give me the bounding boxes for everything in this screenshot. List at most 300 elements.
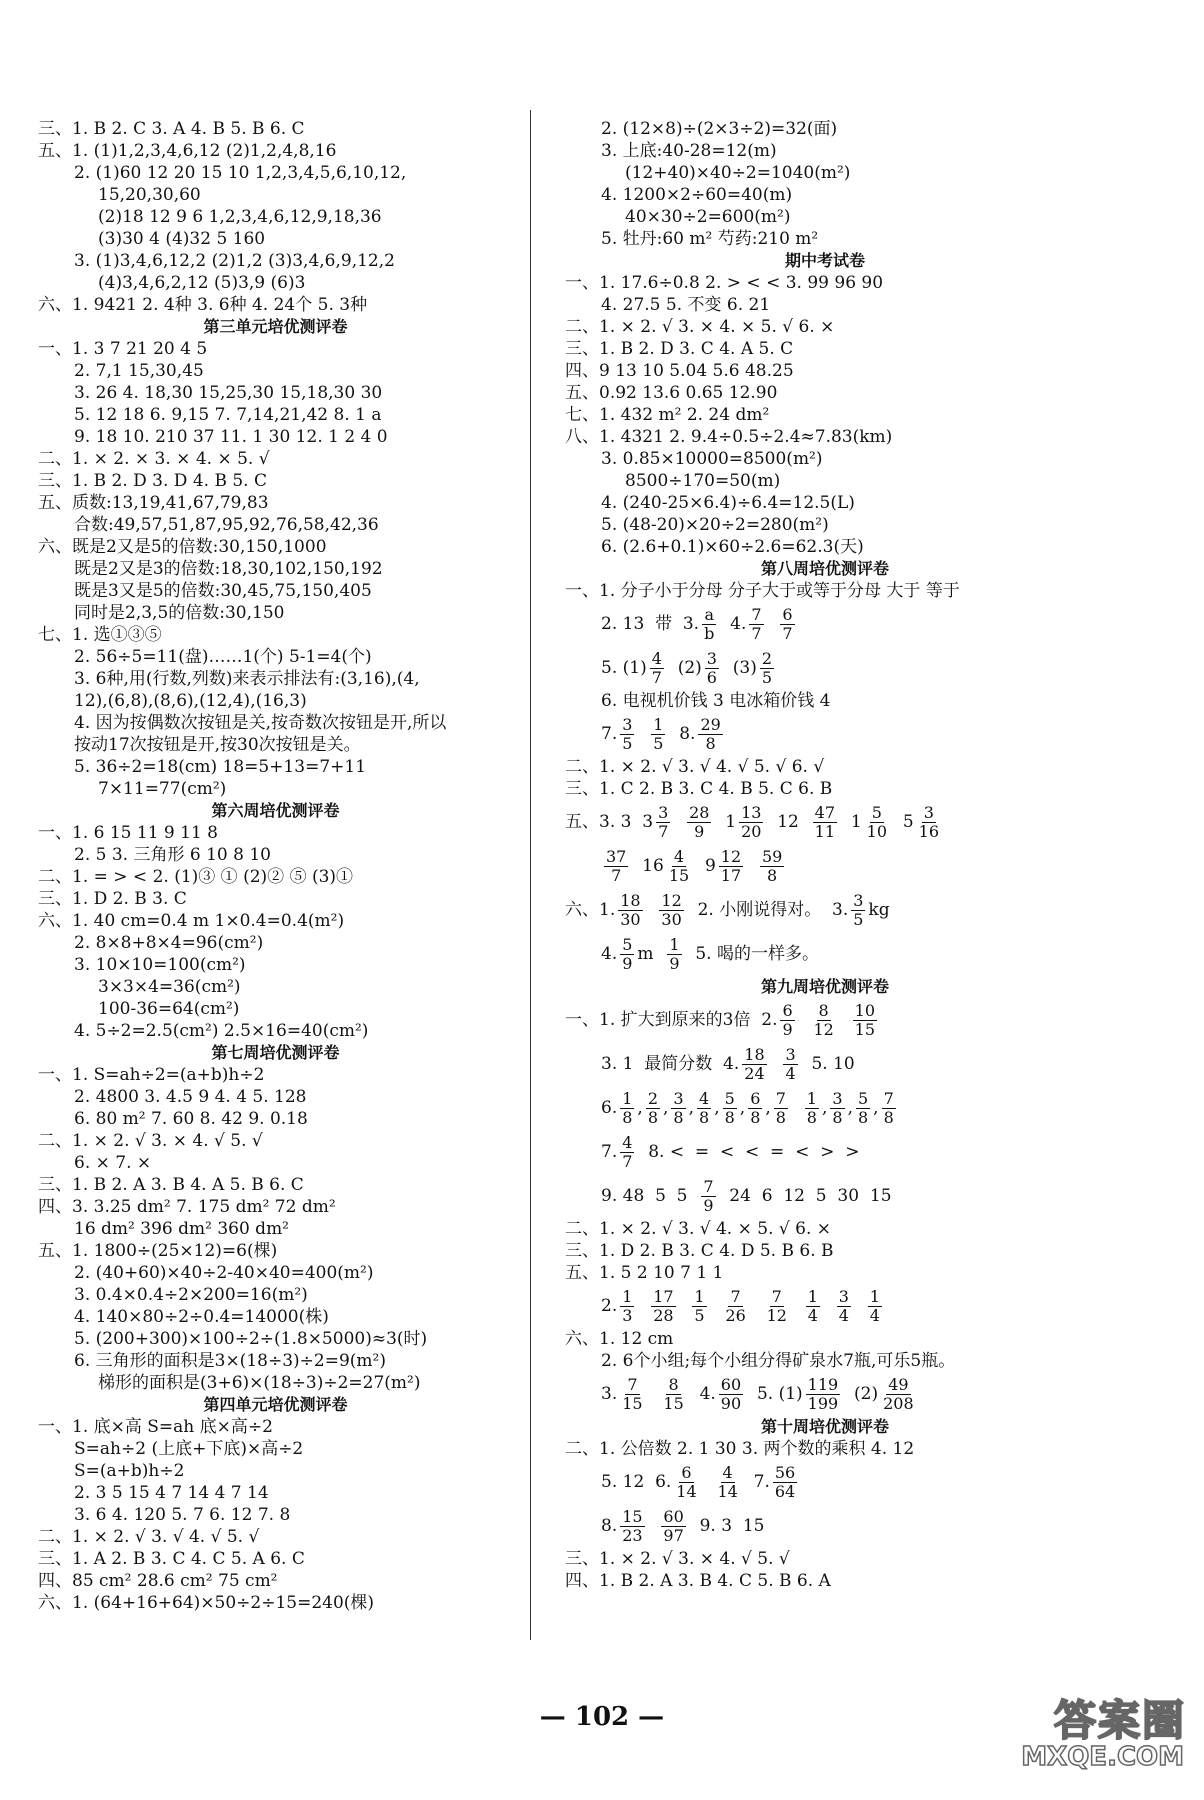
answer-line bbox=[565, 1460, 1085, 1504]
fraction bbox=[715, 1464, 739, 1501]
section-heading: 第三单元培优测评卷 bbox=[203, 317, 348, 336]
fraction-numerator: 60 bbox=[663, 1506, 684, 1526]
answer-line: 一、1. 6 15 11 9 11 8 bbox=[38, 823, 218, 843]
fraction-denominator: 11 bbox=[814, 821, 836, 841]
fraction bbox=[620, 1376, 644, 1413]
fraction-denominator: 4 bbox=[869, 1305, 880, 1325]
answer-line bbox=[565, 646, 1085, 690]
fraction-denominator: 5 bbox=[694, 1305, 705, 1325]
answer-line: 7×11=77(cm²) bbox=[98, 779, 227, 799]
answer-text: 5. 10 bbox=[800, 1054, 855, 1074]
fraction-numerator: 37 bbox=[606, 846, 627, 866]
fraction bbox=[667, 848, 691, 885]
answer-text: 4. bbox=[601, 944, 618, 964]
answer-line: 四、85 cm² 28.6 cm² 75 cm² bbox=[38, 1571, 278, 1591]
fraction-denominator: 6 bbox=[706, 667, 717, 687]
fraction-denominator: 9 bbox=[782, 1019, 793, 1039]
answer-line: 一、1. 分子小于分母 分子大于或等于分母 大于 等于 bbox=[565, 581, 960, 601]
answer-line: 八、1. 4321 2. 9.4÷0.5÷2.4≈7.83(km) bbox=[565, 427, 893, 447]
fraction-numerator: 7 bbox=[771, 1286, 782, 1306]
fraction-denominator: 4 bbox=[838, 1305, 849, 1325]
answer-line: 4. 5÷2=2.5(cm²) 2.5×16=40(cm²) bbox=[74, 1021, 369, 1041]
fraction-denominator: 4 bbox=[807, 1305, 818, 1325]
fraction bbox=[698, 716, 722, 753]
fraction-numerator: 1 bbox=[694, 1286, 705, 1306]
fraction-denominator: 8 bbox=[832, 1107, 843, 1127]
fraction bbox=[697, 1090, 711, 1127]
answer-line: 3. 6种,用(行数,列数)来表示排法有:(3,16),(4, bbox=[74, 669, 420, 689]
fraction-numerator: 56 bbox=[774, 1462, 796, 1482]
fraction bbox=[739, 804, 763, 841]
answer-text bbox=[792, 1295, 803, 1317]
fraction bbox=[856, 1090, 870, 1127]
answer-line: 2. 7,1 15,30,45 bbox=[74, 361, 204, 381]
fraction-denominator: 3 bbox=[622, 1305, 633, 1325]
answer-line: 三、1. B 2. D 3. C 4. A 5. C bbox=[565, 339, 794, 359]
fraction bbox=[806, 1288, 820, 1325]
fraction bbox=[646, 1090, 660, 1127]
fraction-numerator: 49 bbox=[888, 1374, 909, 1394]
fraction bbox=[805, 1090, 819, 1127]
fraction-denominator: 4 bbox=[785, 1063, 796, 1083]
fraction-denominator: 8 bbox=[775, 1107, 786, 1127]
fraction bbox=[783, 1046, 797, 1083]
fraction-numerator: 6 bbox=[750, 1088, 761, 1108]
answer-line: 三、1. D 2. B 3. C 4. D 5. B 6. B bbox=[565, 1241, 834, 1261]
answer-text: , bbox=[739, 1098, 746, 1118]
fraction bbox=[687, 804, 711, 841]
answer-line: 三、1. B 2. D 3. D 4. B 5. C bbox=[38, 471, 267, 491]
answer-line: 一、1. S=ah÷2=(a+b)h÷2 bbox=[38, 1065, 265, 1085]
fraction-numerator: 18 bbox=[744, 1044, 765, 1064]
answer-text: 5 bbox=[892, 812, 914, 832]
fraction-numerator: 3 bbox=[673, 1088, 684, 1108]
answer-line: 一、1. 底×高 S=ah 底×高÷2 bbox=[38, 1417, 273, 1437]
fraction bbox=[650, 650, 664, 687]
fraction-denominator: 26 bbox=[725, 1305, 746, 1325]
answer-line: 6. (2.6+0.1)×60÷2.6=62.3(天) bbox=[601, 537, 864, 557]
fraction-numerator: 3 bbox=[853, 890, 864, 910]
answer-line: 六、1. 12 cm bbox=[565, 1329, 674, 1349]
answer-text: 16 bbox=[631, 856, 664, 876]
answer-line: 二、1. × 2. √ 3. √ 4. × 5. √ 6. × bbox=[565, 1219, 831, 1239]
answer-text: 4. bbox=[688, 1384, 716, 1404]
answer-line: 3. 26 4. 18,30 15,25,30 15,18,30 30 bbox=[74, 383, 383, 403]
answer-line: 三、1. B 2. C 3. A 4. B 5. B 6. C bbox=[38, 119, 305, 139]
fraction bbox=[659, 892, 683, 929]
fraction-numerator: 15 bbox=[622, 1506, 643, 1526]
answer-text bbox=[679, 1295, 690, 1317]
fraction-numerator: 8 bbox=[668, 1374, 679, 1394]
fraction-denominator: 8 bbox=[857, 1107, 869, 1127]
fraction bbox=[851, 892, 865, 929]
answer-text: 5. (1) bbox=[601, 658, 647, 678]
fraction-denominator: 7 bbox=[658, 821, 669, 841]
fraction-denominator: 15 bbox=[854, 1019, 875, 1039]
fraction-denominator: 8 bbox=[647, 1107, 659, 1127]
answer-text: 5. (1) bbox=[746, 1384, 803, 1404]
answer-text: 6. bbox=[601, 1098, 618, 1118]
answer-text: kg bbox=[868, 900, 890, 920]
fraction-numerator: 7 bbox=[627, 1374, 638, 1394]
answer-line: 四、9 13 10 5.04 5.6 48.25 bbox=[565, 361, 794, 381]
answer-text: 8. bbox=[601, 1516, 618, 1536]
answer-text: , bbox=[637, 1098, 643, 1118]
fraction-numerator: 7 bbox=[883, 1088, 894, 1108]
section-heading: 第六周培优测评卷 bbox=[211, 801, 340, 820]
fraction bbox=[604, 848, 628, 885]
answer-line: 2. (1)60 12 20 15 10 1,2,3,4,5,6,10,12, bbox=[74, 163, 407, 183]
section-heading: 第九周培优测评卷 bbox=[760, 977, 889, 996]
fraction-denominator: 8 bbox=[673, 1107, 684, 1127]
fraction-numerator: 2 bbox=[761, 648, 773, 668]
fraction bbox=[811, 1002, 835, 1039]
answer-text bbox=[854, 1295, 865, 1317]
fraction-denominator: 30 bbox=[661, 909, 682, 929]
answer-line: 9. 18 10. 210 37 11. 1 30 12. 1 2 4 0 bbox=[74, 427, 388, 447]
answer-text: 9 bbox=[694, 856, 716, 876]
answer-line: 六、1. 9421 2. 4种 3. 6种 4. 24个 5. 3种 bbox=[38, 295, 368, 315]
answer-line: 三、1. B 2. A 3. B 4. A 5. B 6. C bbox=[38, 1175, 304, 1195]
answer-line: 2. (12×8)÷(2×3÷2)=32(面) bbox=[601, 119, 838, 139]
fraction-denominator: b bbox=[704, 623, 715, 643]
answer-text bbox=[798, 1009, 809, 1031]
answer-line: 一、1. 3 7 21 20 4 5 bbox=[38, 339, 208, 359]
answer-text: 1 bbox=[840, 812, 862, 832]
column-divider bbox=[530, 110, 531, 1640]
answer-text bbox=[710, 1295, 721, 1317]
answer-line: 同时是2,3,5的倍数:30,150 bbox=[74, 603, 285, 623]
answer-line: 5. (200+300)×100÷2÷(1.8×5000)≈3(时) bbox=[74, 1329, 428, 1349]
fraction bbox=[760, 848, 784, 885]
fraction bbox=[723, 1288, 747, 1325]
answer-text bbox=[839, 1009, 850, 1031]
answer-line: 四、3. 3.25 dm² 7. 175 dm² 72 dm² bbox=[38, 1197, 336, 1217]
fraction-denominator: 23 bbox=[622, 1525, 643, 1545]
answer-line: 二、1. = > < 2. (1)③ ① (2)② ⑤ (3)① bbox=[38, 867, 354, 887]
answer-line: 三、1. × 2. √ 3. × 4. √ 5. √ bbox=[565, 1549, 790, 1569]
fraction-denominator: 14 bbox=[676, 1481, 697, 1501]
watermark-url: MXQE.COM bbox=[1021, 1742, 1184, 1772]
fraction-numerator: 5 bbox=[857, 1088, 869, 1108]
fraction-numerator: 6 bbox=[681, 1462, 692, 1482]
answer-line: 3. 10×10=100(cm²) bbox=[74, 955, 246, 975]
answer-line bbox=[565, 1086, 1085, 1130]
answer-text: 7. bbox=[601, 724, 618, 744]
fraction bbox=[719, 1376, 743, 1413]
fraction-numerator: 1 bbox=[653, 714, 664, 734]
fraction-denominator: 8 bbox=[705, 733, 716, 753]
answer-text: 7. bbox=[742, 1472, 770, 1492]
fraction-denominator: 97 bbox=[663, 1525, 684, 1545]
section-heading: 期中考试卷 bbox=[784, 251, 865, 270]
answer-line bbox=[565, 932, 1085, 976]
fraction-numerator: 5 bbox=[871, 802, 882, 822]
answer-text: 2. 13 带 3. bbox=[601, 614, 700, 634]
fraction bbox=[806, 1376, 841, 1413]
fraction-denominator: 15 bbox=[668, 865, 690, 885]
answer-line: 6. 三角形的面积是3×(18÷3)÷2=9(m²) bbox=[74, 1351, 386, 1371]
fraction-denominator: 24 bbox=[744, 1063, 765, 1083]
answer-text bbox=[637, 723, 648, 745]
answer-line bbox=[565, 1174, 1085, 1218]
fraction-denominator: 12 bbox=[813, 1019, 834, 1039]
fraction-denominator: 9 bbox=[622, 953, 633, 973]
answer-text: , bbox=[821, 1098, 828, 1118]
answer-line: 一、1. 17.6÷0.8 2. > < < 3. 99 96 90 bbox=[565, 273, 884, 293]
fraction bbox=[674, 1464, 698, 1501]
fraction-denominator: 7 bbox=[622, 1151, 633, 1171]
answer-line: 5. (48-20)×20÷2=280(m²) bbox=[601, 515, 829, 535]
answer-line: (3)30 4 (4)32 5 160 bbox=[98, 229, 266, 249]
fraction-numerator: 1 bbox=[622, 1286, 633, 1306]
fraction-numerator: 60 bbox=[720, 1374, 742, 1394]
fraction-numerator: 7 bbox=[703, 1176, 714, 1196]
answer-text: , bbox=[663, 1098, 669, 1118]
fraction-numerator: 8 bbox=[818, 1000, 829, 1020]
answer-line: 5. 牡丹:60 m² 芍药:210 m² bbox=[601, 229, 819, 249]
fraction bbox=[702, 606, 716, 643]
answer-line: 既是2又是3的倍数:18,30,102,150,192 bbox=[74, 559, 383, 579]
fraction bbox=[620, 1090, 634, 1127]
fraction bbox=[774, 1090, 788, 1127]
answer-text bbox=[767, 613, 778, 635]
fraction-denominator: 7 bbox=[611, 865, 622, 885]
fraction bbox=[705, 650, 719, 687]
section-heading: 第七周培优测评卷 bbox=[211, 1043, 340, 1062]
answer-line bbox=[565, 1372, 1085, 1416]
answer-text bbox=[823, 1295, 834, 1317]
fraction bbox=[748, 1090, 762, 1127]
fraction-numerator: 28 bbox=[689, 802, 710, 822]
answer-line: 15,20,30,60 bbox=[98, 185, 201, 205]
fraction bbox=[620, 1288, 634, 1325]
answer-line: S=(a+b)h÷2 bbox=[74, 1461, 185, 1481]
fraction bbox=[865, 804, 889, 841]
fraction-denominator: 20 bbox=[741, 821, 762, 841]
answer-text: , bbox=[714, 1098, 720, 1118]
fraction-numerator: 47 bbox=[814, 802, 836, 822]
right-column bbox=[565, 118, 1085, 1592]
fraction-numerator: 29 bbox=[700, 714, 721, 734]
answer-line: (4)3,4,6,2,12 (5)3,9 (6)3 bbox=[98, 273, 306, 293]
answer-line: 6. 电视机价钱 3 电冰箱价钱 4 bbox=[601, 691, 831, 711]
fraction bbox=[765, 1288, 789, 1325]
fraction-numerator: 59 bbox=[761, 846, 783, 866]
fraction-numerator: 17 bbox=[653, 1286, 674, 1306]
fraction-denominator: 199 bbox=[807, 1393, 839, 1413]
answer-line: 五、0.92 13.6 0.65 12.90 bbox=[565, 383, 778, 403]
answer-text: (2) bbox=[843, 1384, 879, 1404]
fraction-numerator: 6 bbox=[782, 1000, 793, 1020]
answer-line: 按动17次按钮是开,按30次按钮是关。 bbox=[74, 735, 361, 755]
page-number: — 102 — bbox=[539, 1702, 665, 1732]
answer-line: 4. (240-25×6.4)÷6.4=12.5(L) bbox=[601, 493, 855, 513]
answer-line: 16 dm² 396 dm² 360 dm² bbox=[74, 1219, 289, 1239]
fraction-numerator: 1 bbox=[869, 1286, 880, 1306]
answer-text: 五、3. 3 3 bbox=[565, 812, 654, 832]
section-heading: 第十周培优测评卷 bbox=[760, 1417, 889, 1436]
answer-text: 2. bbox=[601, 1296, 618, 1316]
answer-line: 三、1. D 2. B 3. C bbox=[38, 889, 187, 909]
answer-line: 2. 4800 3. 4.5 9 4. 4 5. 128 bbox=[74, 1087, 307, 1107]
fraction-numerator: 12 bbox=[720, 846, 742, 866]
answer-line: 2. 8×8+8×4=96(cm²) bbox=[74, 933, 264, 953]
answer-line: 六、1. (64+16+64)×50÷2÷15=240(棵) bbox=[38, 1593, 375, 1613]
fraction-numerator: 7 bbox=[730, 1286, 741, 1306]
fraction bbox=[618, 892, 642, 929]
answer-line: 2. 3 5 15 4 7 14 4 7 14 bbox=[74, 1483, 269, 1503]
fraction-denominator: 8 bbox=[767, 865, 778, 885]
fraction-numerator: 7 bbox=[775, 1088, 786, 1108]
answer-text: , bbox=[765, 1098, 771, 1118]
answer-line: (2)18 12 9 6 1,2,3,4,6,12,9,18,36 bbox=[98, 207, 382, 227]
fraction-denominator: 5 bbox=[653, 733, 664, 753]
fraction-numerator: 4 bbox=[673, 846, 685, 866]
answer-line: 2. 6个小组;每个小组分得矿泉水7瓶,可乐5瓶。 bbox=[601, 1351, 956, 1371]
fraction-numerator: 3 bbox=[838, 1286, 849, 1306]
fraction-denominator: 17 bbox=[720, 865, 742, 885]
answer-text: 3. bbox=[601, 1384, 618, 1404]
answer-line: 3×3×4=36(cm²) bbox=[98, 977, 241, 997]
fraction-denominator: 8 bbox=[724, 1107, 735, 1127]
answer-line: 二、1. 公倍数 2. 1 30 3. 两个数的乘积 4. 12 bbox=[565, 1439, 915, 1459]
fraction-numerator: 4 bbox=[651, 648, 662, 668]
answer-line: 五、质数:13,19,41,67,79,83 bbox=[38, 493, 269, 513]
fraction bbox=[620, 936, 634, 973]
fraction-numerator: 3 bbox=[658, 802, 669, 822]
fraction bbox=[868, 1288, 882, 1325]
fraction-denominator: 8 bbox=[806, 1107, 817, 1127]
answer-line: 五、1. 5 2 10 7 1 1 bbox=[565, 1263, 724, 1283]
fraction bbox=[723, 1090, 737, 1127]
fraction bbox=[742, 1046, 766, 1083]
fraction bbox=[780, 606, 794, 643]
fraction-numerator: 119 bbox=[807, 1374, 839, 1394]
fraction-denominator: 7 bbox=[751, 623, 762, 643]
answer-line: 4. 1200×2÷60=40(m) bbox=[601, 185, 793, 205]
fraction bbox=[620, 1134, 634, 1171]
answer-line: 七、1. 选①③⑤ bbox=[38, 625, 162, 645]
answer-line: 二、1. × 2. × 3. × 4. × 5. √ bbox=[38, 449, 270, 469]
fraction-denominator: 9 bbox=[694, 821, 705, 841]
answer-text bbox=[702, 1471, 713, 1493]
fraction-denominator: 64 bbox=[774, 1481, 796, 1501]
fraction-numerator: 1 bbox=[806, 1088, 817, 1108]
answer-line bbox=[565, 1504, 1085, 1548]
answer-text: (3) bbox=[721, 658, 757, 678]
fraction-denominator: 5 bbox=[622, 733, 633, 753]
left-column bbox=[38, 118, 513, 1614]
fraction-numerator: 1 bbox=[622, 1088, 633, 1108]
answer-line: 2. (40+60)×40÷2-40×40=400(m²) bbox=[74, 1263, 374, 1283]
fraction-numerator: 4 bbox=[699, 1088, 710, 1108]
answer-text: 12 bbox=[766, 812, 810, 832]
answer-text: 2. 小刚说得对。 3. bbox=[686, 900, 849, 920]
answer-line: 4. 140×80÷2÷0.4=14000(株) bbox=[74, 1307, 329, 1327]
fraction-numerator: 5 bbox=[724, 1088, 735, 1108]
answer-line: 二、1. × 2. √ 3. √ 4. √ 5. √ bbox=[38, 1527, 260, 1547]
fraction-denominator: 14 bbox=[717, 1481, 738, 1501]
answer-line: 6. × 7. × bbox=[74, 1153, 152, 1173]
fraction-denominator: 7 bbox=[651, 667, 662, 687]
answer-line bbox=[565, 844, 1085, 888]
fraction-denominator: 5 bbox=[761, 667, 773, 687]
fraction-denominator: 28 bbox=[653, 1305, 674, 1325]
answer-text bbox=[770, 1053, 781, 1075]
answer-line: 3. (1)3,4,6,12,2 (2)1,2 (3)3,4,6,9,12,2 bbox=[74, 251, 395, 271]
answer-line bbox=[565, 1042, 1085, 1086]
fraction bbox=[853, 1002, 877, 1039]
fraction-numerator: 3 bbox=[832, 1088, 843, 1108]
answer-line: 五、1. 1800÷(25×12)=6(棵) bbox=[38, 1241, 278, 1261]
answer-text: 5. 喝的一样多。 bbox=[684, 944, 819, 964]
answer-line: 40×30÷2=600(m²) bbox=[625, 207, 791, 227]
answer-line: 5. 36÷2=18(cm) 18=5+13=7+11 bbox=[74, 757, 367, 777]
answer-text: 3. 1 最简分数 4. bbox=[601, 1054, 740, 1074]
fraction-numerator: 1 bbox=[669, 934, 680, 954]
fraction-numerator: 6 bbox=[782, 604, 793, 624]
fraction-denominator: 8 bbox=[883, 1107, 894, 1127]
answer-line: 5. 12 18 6. 9,15 7. 7,14,21,42 8. 1 a bbox=[74, 405, 382, 425]
fraction bbox=[651, 1288, 675, 1325]
fraction-denominator: 208 bbox=[883, 1393, 914, 1413]
fraction-denominator: 8 bbox=[622, 1107, 633, 1127]
answer-text: , bbox=[688, 1098, 695, 1118]
answer-text: 8. < = < < = < > > bbox=[637, 1142, 860, 1162]
fraction bbox=[917, 804, 941, 841]
answer-text: , bbox=[873, 1098, 879, 1118]
fraction-numerator: 3 bbox=[706, 648, 717, 668]
answer-line: 100-36=64(cm²) bbox=[98, 999, 240, 1019]
fraction-denominator: 16 bbox=[918, 821, 939, 841]
fraction bbox=[620, 1508, 644, 1545]
answer-line: 三、1. C 2. B 3. C 4. B 5. C 6. B bbox=[565, 779, 833, 799]
answer-text: , bbox=[847, 1098, 853, 1118]
answer-text: 六、1. bbox=[565, 900, 616, 920]
fraction-denominator: 7 bbox=[782, 623, 793, 643]
fraction bbox=[692, 1288, 706, 1325]
fraction-numerator: 4 bbox=[722, 1462, 733, 1482]
fraction-denominator: 15 bbox=[622, 1393, 643, 1413]
answer-line: 4. 因为按偶数次按钮是关,按奇数次按钮是开,所以 bbox=[74, 713, 447, 733]
fraction-denominator: 8 bbox=[699, 1107, 710, 1127]
fraction bbox=[661, 1376, 685, 1413]
answer-line bbox=[565, 888, 1085, 932]
fraction bbox=[651, 716, 665, 753]
answer-line: 二、1. × 2. √ 3. × 4. × 5. √ 6. × bbox=[565, 317, 835, 337]
answer-text: 5. 12 6. bbox=[601, 1472, 672, 1492]
fraction-denominator: 10 bbox=[866, 821, 888, 841]
watermark-logo bbox=[996, 1688, 1186, 1772]
answer-text: 24 6 12 5 30 15 bbox=[718, 1186, 892, 1206]
answer-text: 4. bbox=[719, 614, 747, 634]
fraction-numerator: 13 bbox=[741, 802, 762, 822]
fraction bbox=[760, 650, 774, 687]
answer-line: 8500÷170=50(m) bbox=[625, 471, 781, 491]
fraction-numerator: a bbox=[704, 604, 714, 624]
answer-text: (2) bbox=[666, 658, 702, 678]
answer-line bbox=[565, 602, 1085, 646]
fraction-denominator: 5 bbox=[853, 909, 864, 929]
fraction bbox=[830, 1090, 844, 1127]
answer-text bbox=[791, 1097, 802, 1119]
fraction-denominator: 12 bbox=[766, 1305, 787, 1325]
answer-line: 3. 上底:40-28=12(m) bbox=[601, 141, 777, 161]
fraction-numerator: 7 bbox=[751, 604, 762, 624]
fraction bbox=[719, 848, 743, 885]
fraction-numerator: 4 bbox=[622, 1132, 633, 1152]
